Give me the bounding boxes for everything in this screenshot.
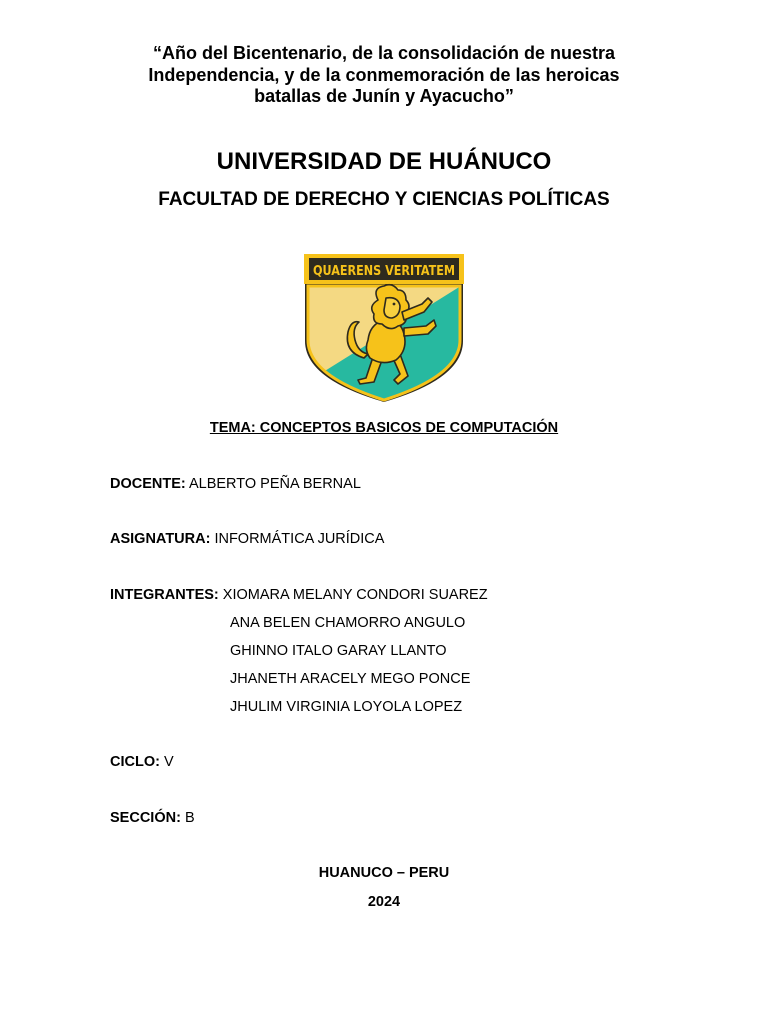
year-motto-line-1: “Año del Bicentenario, de la consolidación de nuestra xyxy=(152,43,616,63)
seccion-value: B xyxy=(184,810,195,826)
docente-field xyxy=(110,476,361,492)
year-motto-line-3: batallas de Junín y Ayacucho” xyxy=(254,86,514,106)
place: HUANUCO – PERU xyxy=(318,865,450,881)
seccion-field xyxy=(110,810,195,826)
integrantes-field xyxy=(110,587,488,603)
asignatura-label: ASIGNATURA: xyxy=(110,531,211,547)
seccion-label: SECCIÓN: xyxy=(110,810,181,826)
asignatura-value: INFORMÁTICA JURÍDICA xyxy=(214,531,385,547)
university-name: UNIVERSIDAD DE HUÁNUCO xyxy=(216,148,552,175)
asignatura-field xyxy=(110,531,384,547)
integrante-5: JHULIM VIRGINIA LOYOLA LOPEZ xyxy=(230,699,463,715)
ciclo-field xyxy=(110,754,174,770)
integrante-2: ANA BELEN CHAMORRO ANGULO xyxy=(230,615,466,631)
ciclo-value: V xyxy=(163,754,174,770)
docente-value: ALBERTO PEÑA BERNAL xyxy=(188,476,361,492)
docente-label: DOCENTE: xyxy=(110,476,186,492)
integrante-3: GHINNO ITALO GARAY LLANTO xyxy=(230,643,447,659)
integrantes-label: INTEGRANTES: xyxy=(110,587,219,603)
ciclo-label: CICLO xyxy=(110,754,156,770)
year-motto-line-2: Independencia, y de la conmemoración de las heroicas xyxy=(148,64,620,85)
university-shield-logo xyxy=(304,254,464,402)
integrante-1: XIOMARA MELANY CONDORI SUAREZ xyxy=(222,587,488,603)
ciclo-colon: : xyxy=(155,754,160,770)
shield-motto-text: QUAERENS VERITATEM xyxy=(313,264,455,279)
integrante-4: JHANETH ARACELY MEGO PONCE xyxy=(230,671,471,687)
faculty-name: FACULTAD DE DERECHO Y CIENCIAS POLÍTICAS xyxy=(158,189,610,210)
year: 2024 xyxy=(367,894,401,910)
document-topic: TEMA: CONCEPTOS BASICOS DE COMPUTACIÓN xyxy=(209,420,559,436)
year-motto xyxy=(100,43,668,108)
